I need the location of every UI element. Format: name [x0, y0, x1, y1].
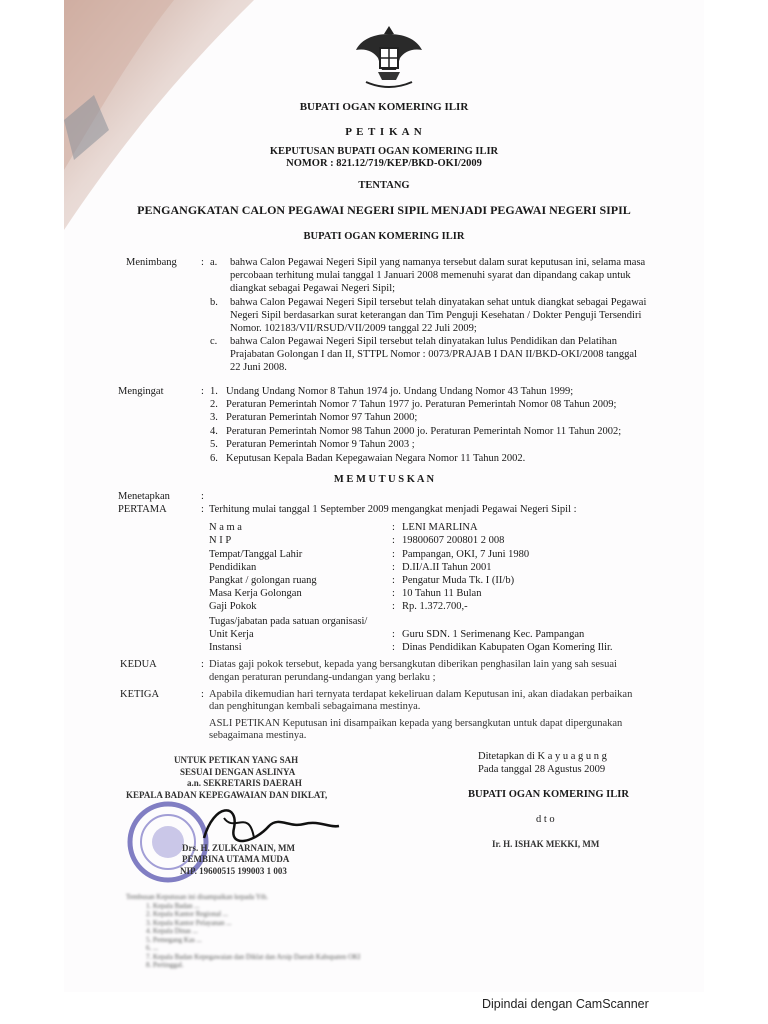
left-sign-line: a.n. SEKRETARIS DAERAH: [187, 778, 302, 788]
menimbang-b-line: Nomor. 102183/VII/RSUD/VII/2009 tanggal 22 Juli 2009;: [230, 323, 477, 334]
cc-item: 2. Kepala Kantor Regional ...: [146, 910, 229, 918]
field-label: Gaji Pokok: [209, 601, 257, 612]
right-sign-name: Ir. H. ISHAK MEKKI, MM: [492, 839, 600, 849]
colon: :: [201, 491, 204, 502]
left-sign-line: SESUAI DENGAN ASLINYA: [180, 767, 296, 777]
menetapkan-label: Menetapkan: [118, 491, 170, 502]
field-value: 10 Tahun 11 Bulan: [402, 588, 482, 599]
field-label: Pendidikan: [209, 562, 257, 573]
field-label: N I P: [209, 535, 232, 546]
field-label: Tempat/Tanggal Lahir: [209, 549, 303, 560]
left-sign-nip: NIP. 19600515 199003 1 003: [180, 866, 287, 876]
menimbang-b-line: bahwa Calon Pegawai Negeri Sipil tersebut telah dinyatakan sehat untuk diangkat sebagai Pegawai: [230, 297, 647, 308]
right-sign-title: BUPATI OGAN KOMERING ILIR: [468, 789, 629, 800]
asli-line: sebagaimana mestinya.: [209, 730, 307, 741]
regent-title-2: BUPATI OGAN KOMERING ILIR: [303, 231, 465, 242]
decides-heading: M E M U T U S K A N: [333, 474, 435, 485]
pertama-label: PERTAMA: [118, 504, 167, 515]
decree-title: KEPUTUSAN BUPATI OGAN KOMERING ILIR: [269, 146, 499, 157]
menimbang-b-letter: b.: [210, 297, 218, 308]
field-value: Pampangan, OKI, 7 Juni 1980: [402, 549, 530, 560]
colon: :: [392, 535, 395, 546]
mengingat-label: Mengingat: [118, 386, 164, 397]
mengingat-item: Peraturan Pemerintah Nomor 7 Tahun 1977 jo. Peraturan Pemerintah Nomor 08 Tahun 2009;: [226, 399, 617, 410]
instansi-value: Dinas Pendidikan Kabupaten Ogan Komering Ilir.: [402, 642, 613, 653]
menimbang-c-line: Prajabatan Golongan I dan II, STTPL Nomor : 0073/PRAJAB I DAN II/BKD-OKI/2008 tanggal: [230, 349, 638, 360]
cc-item: 7. Kepala Badan Kepegawaian dan Diklat dan Arsip Daerah Kabupaten OKI: [146, 952, 361, 961]
field-value: D.II/A.II Tahun 2001: [402, 562, 492, 573]
menimbang-c-line: 22 Juni 2008.: [230, 362, 287, 373]
mengingat-num: 6.: [210, 453, 218, 464]
menimbang-a-letter: a.: [210, 257, 218, 268]
field-value: 19800607 200801 2 008: [402, 535, 505, 546]
instansi-label: Instansi: [209, 642, 242, 653]
cc-list: [126, 893, 360, 970]
kedua-line: dengan peraturan perundang-undangan yang berlaku ;: [209, 672, 436, 683]
scanner-watermark: Dipindai dengan CamScanner: [482, 997, 649, 1011]
mengingat-item: Peraturan Pemerintah Nomor 97 Tahun 2000;: [226, 412, 418, 423]
menimbang-label: Menimbang: [126, 257, 177, 268]
left-sign-line: KEPALA BADAN KEPEGAWAIAN DAN DIKLAT,: [126, 790, 328, 800]
about-heading: TENTANG: [358, 180, 410, 191]
menimbang-a-line: diangkat sebagai Pegawai Negeri Sipil;: [230, 283, 396, 294]
ketiga-line: dan penghitungan kembali sebagaimana mestinya.: [209, 701, 421, 712]
colon: :: [392, 562, 395, 573]
field-value: Pengatur Muda Tk. I (II/b): [402, 575, 515, 586]
colon: :: [201, 504, 204, 515]
mengingat-num: 3.: [210, 412, 218, 423]
decree-subject: PENGANGKATAN CALON PEGAWAI NEGERI SIPIL MENJADI PEGAWAI NEGERI SIPIL: [137, 203, 631, 217]
mengingat-num: 2.: [210, 399, 218, 410]
cc-item: 6. ...: [146, 944, 159, 952]
mengingat-num: 4.: [210, 426, 218, 437]
cc-item: 5. Pemegang Kas ...: [146, 935, 202, 944]
garuda-emblem-icon: [354, 20, 424, 92]
kedua-label: KEDUA: [120, 659, 157, 670]
menimbang-c-letter: c.: [210, 336, 218, 347]
colon: :: [201, 689, 204, 700]
field-value: Rp. 1.372.700,-: [402, 601, 468, 612]
menimbang-b-line: Negeri Sipil berdasarkan surat keterangan dan Tim Penguji Kesehatan / Dokter Penguji Tersendiri: [230, 310, 642, 321]
colon: :: [201, 659, 204, 670]
pertama-text: Terhitung mulai tanggal 1 September 2009 mengangkat menjadi Pegawai Negeri Sipil :: [209, 504, 577, 515]
colon: :: [201, 386, 204, 397]
left-sign-name: Drs. H. ZULKARNAIN, MM: [182, 843, 295, 853]
mengingat-item: Peraturan Pemerintah Nomor 98 Tahun 2000 jo. Peraturan Pemerintah Nomor 11 Tahun 2002;: [226, 426, 622, 437]
right-sign-date: Pada tanggal 28 Agustus 2009: [478, 764, 606, 775]
field-label: N a m a: [209, 522, 242, 533]
colon: :: [392, 575, 395, 586]
excerpt-heading: P E T I K A N: [345, 126, 423, 138]
right-sign-place: Ditetapkan di K a y u a g u n g: [478, 751, 607, 762]
colon: :: [392, 629, 395, 640]
document-page: [64, 0, 704, 992]
colon: :: [392, 522, 395, 533]
folded-corner: [64, 0, 254, 230]
colon: :: [392, 549, 395, 560]
mengingat-item: Keputusan Kepala Badan Kepegawaian Negara Nomor 11 Tahun 2002.: [226, 453, 526, 464]
cc-item: 3. Kepala Kantor Pelayanan ...: [146, 918, 232, 927]
cc-title: Tembusan Keputusan ini disampaikan kepada Yth.: [126, 893, 268, 901]
tugas-label: Tugas/jabatan pada satuan organisasi/: [209, 616, 368, 627]
colon: :: [201, 257, 204, 268]
kedua-line: Diatas gaji pokok tersebut, kepada yang bersangkutan diberikan penghasilan lain yang sah sesuai: [209, 659, 617, 670]
ketiga-label: KETIGA: [120, 689, 160, 700]
mengingat-num: 1.: [210, 386, 218, 397]
cc-item: 1. Kepala Badan ...: [146, 901, 200, 910]
regent-title: BUPATI OGAN KOMERING ILIR: [299, 101, 469, 113]
cc-item: 4. Kepala Dinas ...: [146, 927, 198, 935]
field-value: LENI MARLINA: [402, 522, 478, 533]
mengingat-item: Peraturan Pemerintah Nomor 9 Tahun 2003 ;: [226, 439, 415, 450]
mengingat-item: Undang Undang Nomor 8 Tahun 1974 jo. Undang Undang Nomor 43 Tahun 1999;: [226, 386, 574, 397]
right-sign-dto: d t o: [536, 814, 555, 825]
field-label: Masa Kerja Golongan: [209, 588, 302, 599]
colon: :: [392, 642, 395, 653]
menimbang-a-line: percobaan terhitung mulai tanggal 1 Januari 2008 memenuhi syarat dan dipandang cakap untuk: [230, 270, 631, 281]
asli-line: ASLI PETIKAN Keputusan ini disampaikan kepada yang bersangkutan untuk dapat dipergunakan: [209, 718, 623, 729]
mengingat-num: 5.: [210, 439, 218, 450]
left-sign-line: UNTUK PETIKAN YANG SAH: [174, 755, 299, 765]
field-label: Pangkat / golongan ruang: [209, 575, 317, 586]
colon: :: [392, 601, 395, 612]
ketiga-line: Apabila dikemudian hari ternyata terdapat kekeliruan dalam Keputusan ini, akan diadakan perbaikan: [209, 689, 633, 700]
cc-item: 8. Pertinggal.: [146, 961, 184, 969]
menimbang-c-line: bahwa Calon Pegawai Negeri Sipil tersebut telah dinyatakan lulus Pendidikan dan Pelatihan: [230, 336, 617, 347]
menimbang-a-line: bahwa Calon Pegawai Negeri Sipil yang namanya tersebut dalam surat keputusan ini, selama masa: [230, 257, 646, 268]
unit-value: Guru SDN. 1 Serimenang Kec. Pampangan: [402, 629, 585, 640]
unit-label: Unit Kerja: [209, 629, 254, 640]
decree-number: NOMOR : 821.12/719/KEP/BKD-OKI/2009: [286, 158, 482, 169]
colon: :: [392, 588, 395, 599]
left-sign-rank: PEMBINA UTAMA MUDA: [182, 854, 290, 864]
